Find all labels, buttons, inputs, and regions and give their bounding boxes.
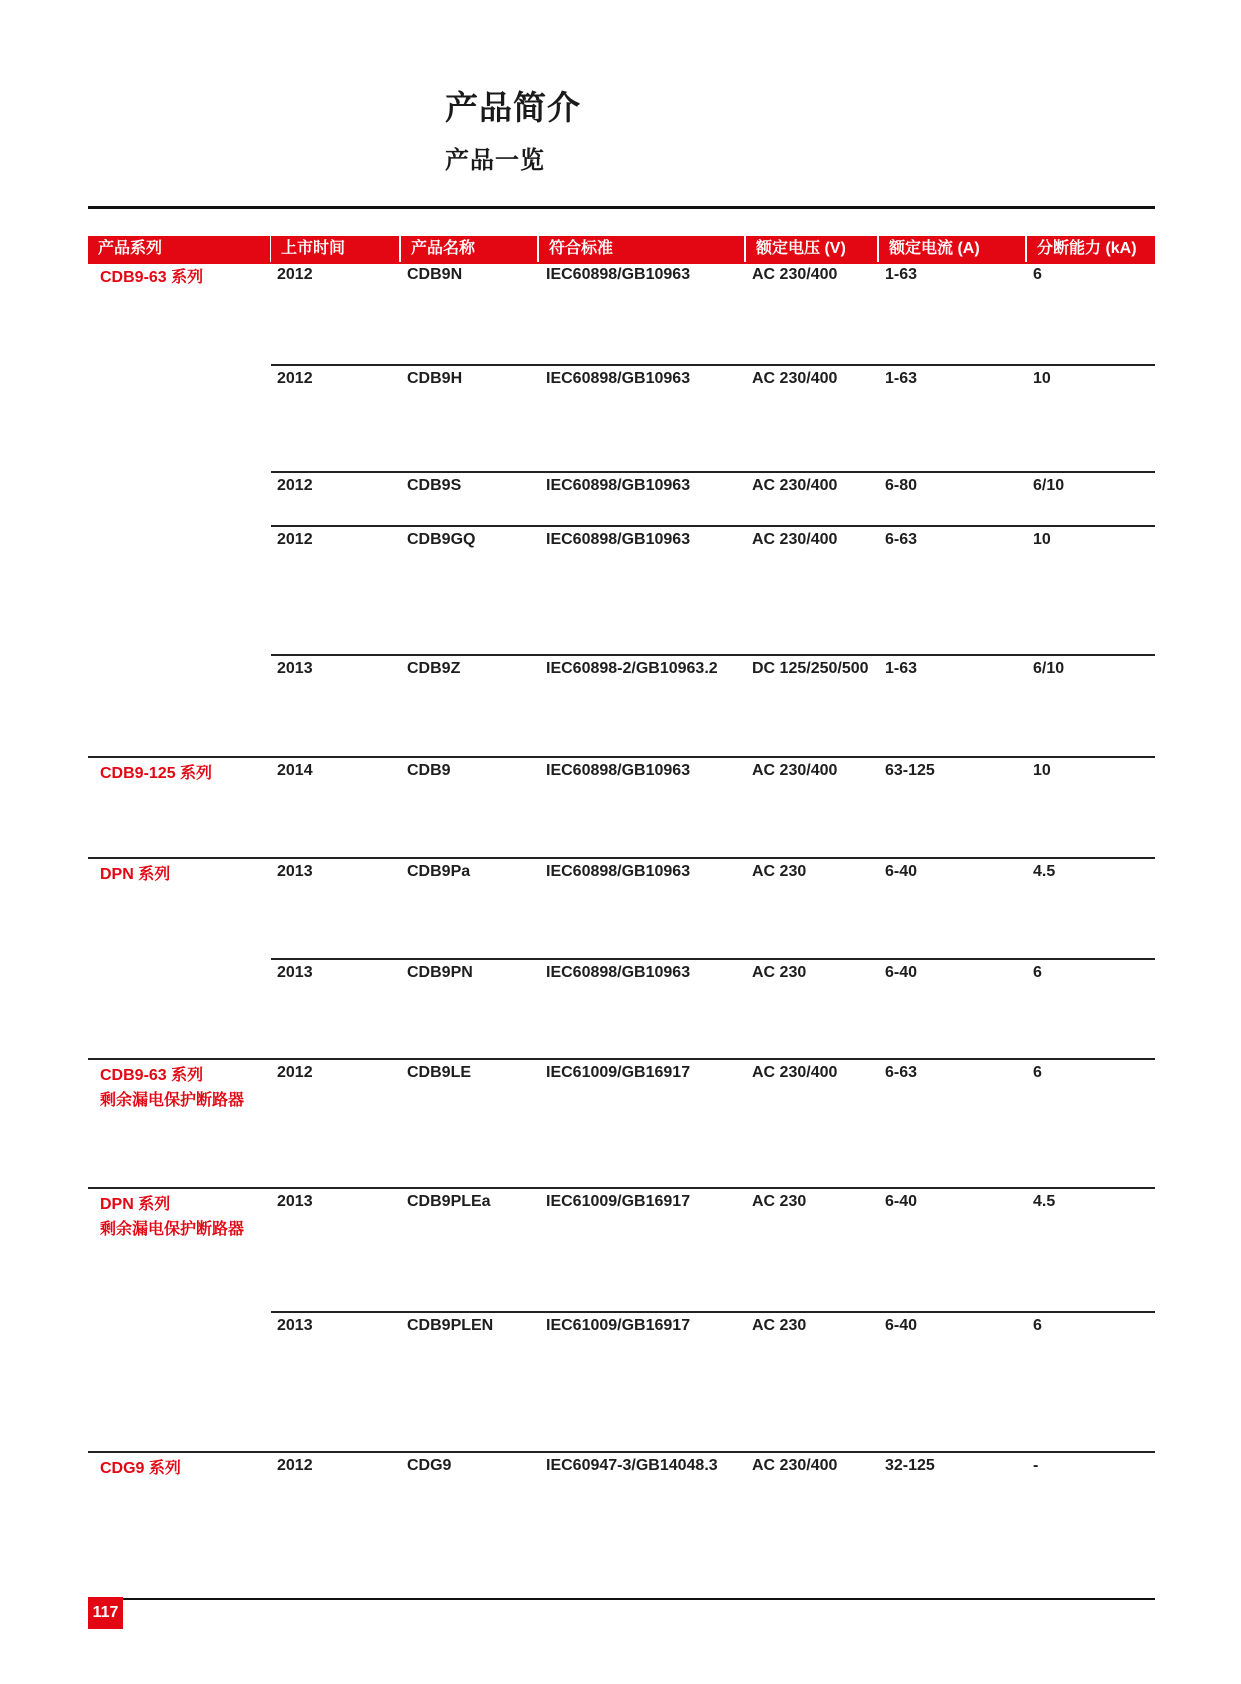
cell-standard: IEC61009/GB16917 <box>546 1317 691 1334</box>
series-label <box>100 761 212 786</box>
page-subtitle: 产品一览 <box>445 147 545 174</box>
cell-voltage: AC 230/400 <box>752 370 838 387</box>
cell-name: CDB9 <box>407 762 451 779</box>
cell-current: 6-40 <box>885 964 918 981</box>
series-label <box>100 862 170 887</box>
cell-capacity: 4.5 <box>1033 863 1056 880</box>
cell-capacity: 4.5 <box>1033 1193 1056 1210</box>
cell-current: 32-125 <box>885 1457 935 1474</box>
header-series: 产品系列 <box>88 236 270 262</box>
cell-year: 2014 <box>277 762 313 779</box>
cell-year: 2012 <box>277 370 313 387</box>
cell-current: 6-40 <box>885 1317 918 1334</box>
series-name: CDB9-63 系列 <box>100 1067 204 1084</box>
cell-current: 1-63 <box>885 370 918 387</box>
cell-standard: IEC60947-3/GB14048.3 <box>546 1457 718 1474</box>
row-divider <box>88 756 1155 758</box>
header-underline <box>88 262 1155 264</box>
cell-standard: IEC60898/GB10963 <box>546 266 691 283</box>
cell-voltage: AC 230/400 <box>752 1064 838 1081</box>
cell-year: 2012 <box>277 266 313 283</box>
cell-voltage: AC 230/400 <box>752 1457 838 1474</box>
cell-standard: IEC61009/GB16917 <box>546 1193 691 1210</box>
cell-capacity: 6 <box>1033 1317 1042 1334</box>
header-voltage: 额定电压 (V) <box>746 236 877 262</box>
cell-year: 2013 <box>277 964 313 981</box>
header-name: 产品名称 <box>401 236 537 262</box>
row-divider <box>271 958 1155 960</box>
cell-standard: IEC60898/GB10963 <box>546 863 691 880</box>
bottom-divider <box>88 1598 1155 1600</box>
series-label <box>100 265 203 290</box>
cell-capacity: 6 <box>1033 964 1042 981</box>
cell-voltage: AC 230/400 <box>752 762 838 779</box>
header-year: 上市时间 <box>271 236 399 262</box>
cell-name: CDG9 <box>407 1457 452 1474</box>
cell-voltage: AC 230 <box>752 863 807 880</box>
cell-current: 6-40 <box>885 1193 918 1210</box>
cell-current: 6-40 <box>885 863 918 880</box>
page-title: 产品简介 <box>445 89 581 126</box>
cell-name: CDB9Z <box>407 660 461 677</box>
header-capacity: 分断能力 (kA) <box>1027 236 1155 262</box>
cell-current: 1-63 <box>885 660 918 677</box>
cell-voltage: AC 230 <box>752 1317 807 1334</box>
cell-voltage: AC 230/400 <box>752 531 838 548</box>
cell-current: 6-63 <box>885 1064 918 1081</box>
series-name: CDB9-125 系列 <box>100 765 213 782</box>
row-divider <box>88 1058 1155 1060</box>
cell-name: CDB9PLEN <box>407 1317 494 1334</box>
cell-name: CDB9PN <box>407 964 473 981</box>
cell-capacity: 10 <box>1033 762 1051 779</box>
cell-current: 1-63 <box>885 266 918 283</box>
cell-standard: IEC60898/GB10963 <box>546 762 691 779</box>
series-label <box>100 1456 181 1481</box>
cell-standard: IEC60898/GB10963 <box>546 531 691 548</box>
cell-year: 2012 <box>277 1064 313 1081</box>
row-divider <box>271 471 1155 473</box>
series-label <box>100 1063 244 1113</box>
header-standard: 符合标准 <box>539 236 744 262</box>
cell-name: CDB9GQ <box>407 531 476 548</box>
cell-capacity: 6/10 <box>1033 660 1065 677</box>
cell-standard: IEC60898/GB10963 <box>546 370 691 387</box>
cell-standard: IEC60898/GB10963 <box>546 477 691 494</box>
row-divider <box>271 654 1155 656</box>
cell-name: CDB9Pa <box>407 863 471 880</box>
cell-current: 6-80 <box>885 477 918 494</box>
cell-name: CDB9H <box>407 370 463 387</box>
header-current: 额定电流 (A) <box>879 236 1025 262</box>
cell-current: 63-125 <box>885 762 935 779</box>
cell-year: 2012 <box>277 477 313 494</box>
series-label <box>100 1192 244 1242</box>
cell-capacity: - <box>1033 1457 1039 1474</box>
series-name: DPN 系列 <box>100 866 171 883</box>
row-divider <box>88 1187 1155 1189</box>
cell-name: CDB9N <box>407 266 463 283</box>
top-divider <box>88 206 1155 209</box>
cell-current: 6-63 <box>885 531 918 548</box>
row-divider <box>88 857 1155 859</box>
row-divider <box>271 1311 1155 1313</box>
cell-voltage: AC 230/400 <box>752 477 838 494</box>
page-number: 117 <box>88 1597 123 1629</box>
cell-year: 2012 <box>277 531 313 548</box>
cell-capacity: 6 <box>1033 266 1042 283</box>
cell-year: 2013 <box>277 1193 313 1210</box>
cell-capacity: 6/10 <box>1033 477 1065 494</box>
row-divider <box>271 364 1155 366</box>
cell-capacity: 6 <box>1033 1064 1042 1081</box>
cell-capacity: 10 <box>1033 370 1051 387</box>
cell-standard: IEC60898/GB10963 <box>546 964 691 981</box>
cell-year: 2013 <box>277 660 313 677</box>
cell-name: CDB9PLEa <box>407 1193 491 1210</box>
cell-name: CDB9LE <box>407 1064 472 1081</box>
cell-year: 2013 <box>277 1317 313 1334</box>
cell-standard: IEC61009/GB16917 <box>546 1064 691 1081</box>
cell-year: 2012 <box>277 1457 313 1474</box>
cell-capacity: 10 <box>1033 531 1051 548</box>
series-name: CDB9-63 系列 <box>100 269 204 286</box>
cell-name: CDB9S <box>407 477 462 494</box>
cell-voltage: AC 230 <box>752 1193 807 1210</box>
cell-voltage: AC 230 <box>752 964 807 981</box>
cell-standard: IEC60898-2/GB10963.2 <box>546 660 718 677</box>
series-subname: 剩余漏电保护断路器 <box>100 1221 245 1238</box>
row-divider <box>88 1451 1155 1453</box>
cell-voltage: DC 125/250/500 <box>752 660 869 677</box>
cell-voltage: AC 230/400 <box>752 266 838 283</box>
series-name: DPN 系列 <box>100 1196 171 1213</box>
series-subname: 剩余漏电保护断路器 <box>100 1092 245 1109</box>
series-name: CDG9 系列 <box>100 1460 181 1477</box>
cell-year: 2013 <box>277 863 313 880</box>
row-divider <box>271 525 1155 527</box>
